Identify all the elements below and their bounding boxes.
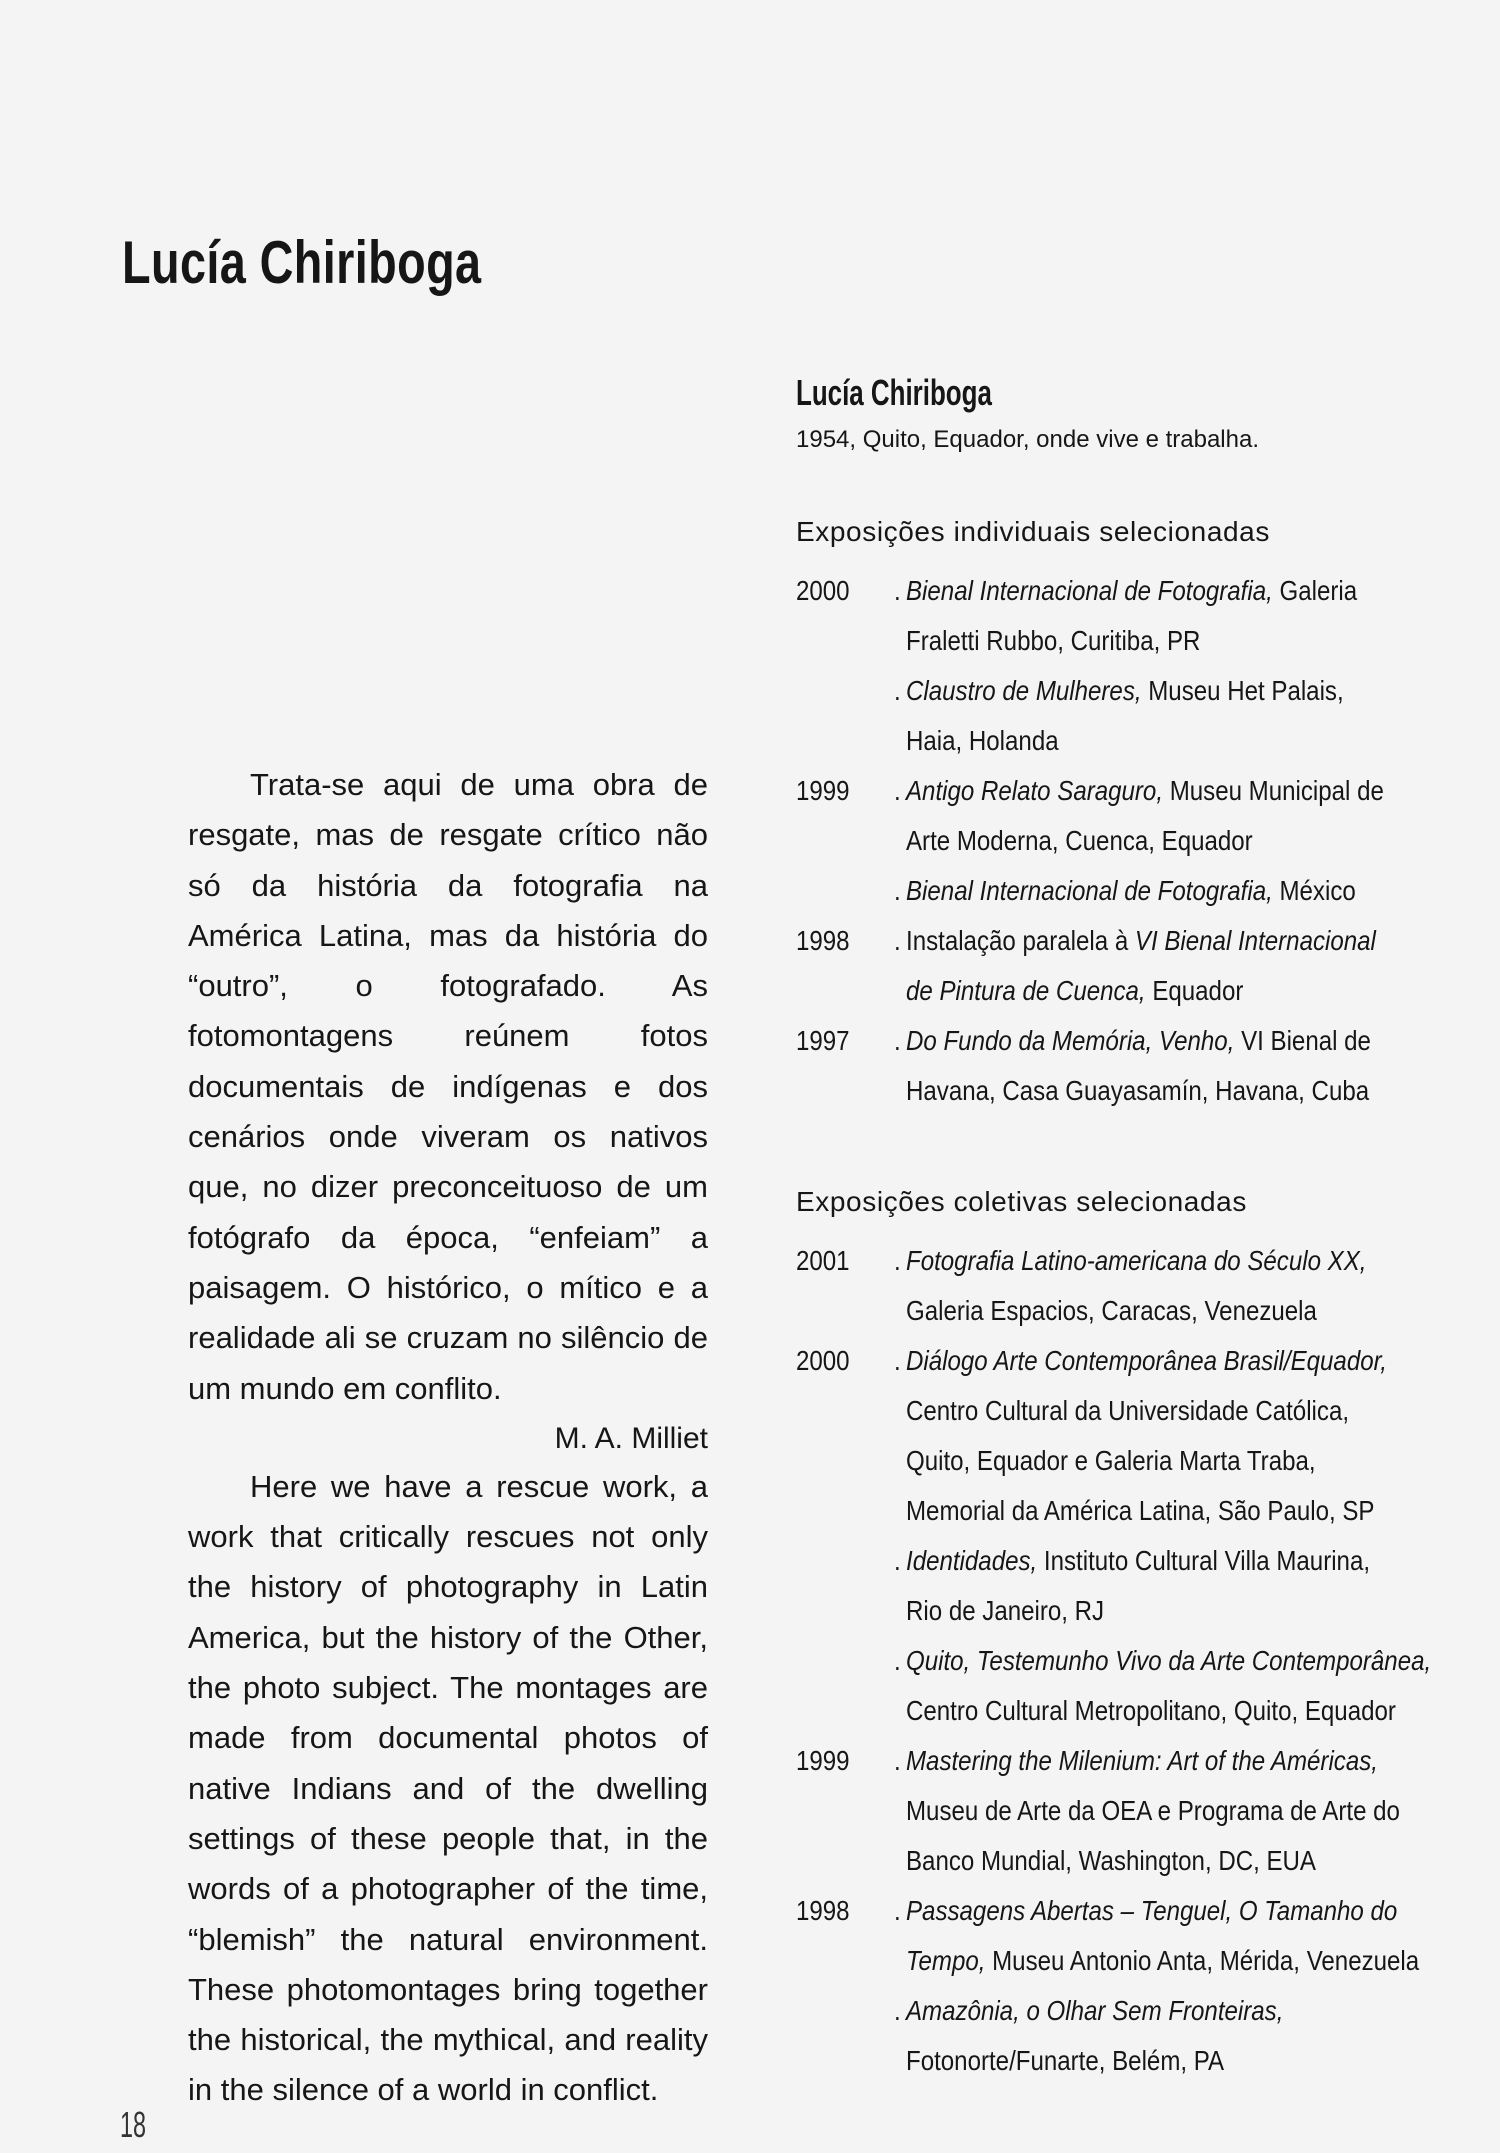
- exhibition-details: Instalação paralela à: [906, 925, 1135, 956]
- exhibition-details: Fotonorte/Funarte, Belém, PA: [906, 2045, 1225, 2076]
- exhibition-year: 1998: [796, 925, 850, 956]
- exhibition-text: [893, 1016, 1396, 1066]
- entry-bullet: .: [893, 1025, 901, 1056]
- exhibition-line: [796, 1786, 1476, 1836]
- exhibition-line: [796, 1636, 1476, 1686]
- exhibition-line: [796, 1986, 1476, 2036]
- exhibition-details: Museu Antonio Anta, Mérida, Venezuela: [985, 1945, 1420, 1976]
- exhibition-year: 1997: [796, 1025, 850, 1056]
- exhibition-text: [893, 1736, 1396, 1786]
- exhibition-title: Passagens Abertas – Tenguel, O Tamanho do: [906, 1895, 1398, 1926]
- exhibition-details: Centro Cultural da Universidade Católica,: [906, 1395, 1350, 1426]
- exhibition-text: [906, 1286, 1396, 1336]
- exhibition-title: de Pintura de Cuenca,: [906, 975, 1146, 1006]
- exhibition-text: [893, 1536, 1396, 1586]
- artist-birth-info: 1954, Quito, Equador, onde vive e trabalha.: [796, 426, 1259, 453]
- exhibition-line: [796, 766, 1476, 816]
- exhibition-title: Identidades,: [906, 1545, 1038, 1576]
- essay-portuguese: Trata-se aqui de uma obra de resgate, mas de resgate crítico não só da história da fotografia na América Latina, mas da história do “outro”, o fotografado. As fotomontagens reúnem fotos documentais de indígenas e dos cenários onde viveram os nativos que, no dizer preconceituoso de um fotógrafo da época, “enfeiam” a paisagem. O histórico, o mítico e a realidade ali se cruzam no silêncio de um mundo em conflito.: [188, 767, 708, 1406]
- exhibition-details: Museu Municipal de: [1163, 775, 1384, 806]
- exhibition-text: [906, 716, 1396, 766]
- exhibition-text: [893, 666, 1396, 716]
- exhibition-text: [893, 1886, 1398, 1936]
- exhibition-details: Haia, Holanda: [906, 725, 1059, 756]
- exhibition-line: [796, 1686, 1476, 1736]
- exhibition-line: [796, 1486, 1476, 1536]
- exhibition-title: Bienal Internacional de Fotografia,: [906, 875, 1273, 906]
- exhibition-text: [893, 566, 1396, 616]
- essay-author: M. A. Milliet: [554, 1421, 708, 1455]
- essay-column: [188, 760, 708, 2116]
- exhibition-details: Rio de Janeiro, RJ: [906, 1595, 1105, 1626]
- exhibition-line: [796, 1586, 1476, 1636]
- essay-english: Here we have a rescue work, a work that critically rescues not only the history of photography in Latin America, but the history of the Other, the photo subject. The montages are made from documental photos of native Indians and of the dwelling settings of these people that, in the words of a photographer of the time, “blemish” the natural environment. These photomontages bring together the historical, the mythical, and reality in the silence of a world in conflict.: [188, 1468, 708, 2108]
- exhibition-year: 1999: [796, 775, 850, 806]
- exhibition-text: [893, 766, 1396, 816]
- entry-bullet: .: [893, 1995, 901, 2026]
- exhibition-title: Mastering the Milenium: Art of the Américas,: [906, 1745, 1378, 1776]
- exhibition-line: [796, 816, 1476, 866]
- exhibition-text: [906, 816, 1396, 866]
- page-title: Lucía Chiriboga: [122, 229, 482, 296]
- exhibition-text: [893, 916, 1396, 966]
- bio-column: [796, 372, 1476, 2086]
- exhibition-text: [893, 1336, 1396, 1386]
- exhibition-line: [796, 1336, 1476, 1386]
- page-number: 18: [120, 2104, 147, 2145]
- exhibition-line: [796, 1236, 1476, 1286]
- exhibition-title: Antigo Relato Saraguro,: [906, 775, 1164, 806]
- exhibition-title: Fotografia Latino-americana do Século XX,: [906, 1245, 1367, 1276]
- exhibition-line: [796, 2036, 1476, 2086]
- exhibition-details: Equador: [1145, 975, 1244, 1006]
- exhibition-year: 1999: [796, 1745, 850, 1776]
- exhibition-text: [906, 1486, 1396, 1536]
- exhibition-title: Claustro de Mulheres,: [906, 675, 1142, 706]
- exhibition-details: Centro Cultural Metropolitano, Quito, Equador: [906, 1695, 1396, 1726]
- exhibition-title: VI Bienal Internacional: [1134, 925, 1376, 956]
- exhibition-text: [893, 866, 1396, 916]
- exhibition-line: [796, 666, 1476, 716]
- exhibition-details: Arte Moderna, Cuenca, Equador: [906, 825, 1253, 856]
- exhibition-text: [893, 1236, 1396, 1286]
- exhibition-line: [796, 1386, 1476, 1436]
- exhibition-line: [796, 716, 1476, 766]
- artist-name: Lucía Chiriboga: [796, 372, 992, 413]
- entry-bullet: .: [893, 1745, 901, 1776]
- exhibition-line: [796, 966, 1476, 1016]
- exhibition-text: [893, 1986, 1396, 2036]
- exhibition-year: 1998: [796, 1895, 850, 1926]
- exhibition-details: Fraletti Rubbo, Curitiba, PR: [906, 625, 1201, 656]
- exhibition-title: Quito, Testemunho Vivo da Arte Contemporânea,: [906, 1645, 1432, 1676]
- exhibition-year: 2000: [796, 575, 850, 606]
- exhibition-text: [893, 1636, 1432, 1686]
- exhibition-title: Amazônia, o Olhar Sem Fronteiras,: [906, 1995, 1284, 2026]
- exhibition-text: [906, 1686, 1396, 1736]
- exhibition-text: [906, 1936, 1420, 1986]
- exhibition-title: Diálogo Arte Contemporânea Brasil/Equador,: [906, 1345, 1387, 1376]
- entry-bullet: .: [893, 575, 901, 606]
- exhibition-text: [906, 966, 1396, 1016]
- solo-exhibitions-heading: Exposições individuais selecionadas: [796, 516, 1270, 547]
- exhibition-details: Quito, Equador e Galeria Marta Traba,: [906, 1445, 1316, 1476]
- entry-bullet: .: [893, 1245, 901, 1276]
- exhibition-details: Memorial da América Latina, São Paulo, SP: [906, 1495, 1375, 1526]
- exhibition-details: Galeria Espacios, Caracas, Venezuela: [906, 1295, 1317, 1326]
- entry-bullet: .: [893, 1645, 901, 1676]
- exhibition-line: [796, 1536, 1476, 1586]
- exhibition-line: [796, 1836, 1476, 1886]
- exhibition-line: [796, 1736, 1476, 1786]
- exhibition-line: [796, 1286, 1476, 1336]
- exhibition-details: Museu de Arte da OEA e Programa de Arte do: [906, 1795, 1400, 1826]
- exhibition-text: [906, 1836, 1396, 1886]
- exhibition-title: Tempo,: [906, 1945, 986, 1976]
- entry-bullet: .: [893, 1895, 901, 1926]
- exhibition-year: 2000: [796, 1345, 850, 1376]
- exhibition-line: [796, 1016, 1476, 1066]
- exhibition-details: Instituto Cultural Villa Maurina,: [1037, 1545, 1371, 1576]
- exhibition-line: [796, 1066, 1476, 1116]
- exhibition-details: Banco Mundial, Washington, DC, EUA: [906, 1845, 1317, 1876]
- exhibition-line: [796, 916, 1476, 966]
- exhibition-text: [906, 1386, 1396, 1436]
- entry-bullet: .: [893, 875, 901, 906]
- entry-bullet: .: [893, 675, 901, 706]
- entry-bullet: .: [893, 1345, 901, 1376]
- exhibition-line: [796, 566, 1476, 616]
- group-exhibitions-list: [796, 1236, 1476, 2086]
- exhibition-line: [796, 616, 1476, 666]
- entry-bullet: .: [893, 775, 901, 806]
- exhibition-text: [906, 1066, 1396, 1116]
- exhibition-title: Do Fundo da Memória, Venho,: [906, 1025, 1235, 1056]
- exhibition-year: 2001: [796, 1245, 850, 1276]
- exhibition-line: [796, 1436, 1476, 1486]
- entry-bullet: .: [893, 1545, 901, 1576]
- exhibition-details: Museu Het Palais,: [1141, 675, 1344, 706]
- exhibition-text: [906, 1786, 1400, 1836]
- exhibition-details: VI Bienal de: [1234, 1025, 1371, 1056]
- exhibition-text: [906, 1436, 1396, 1486]
- solo-exhibitions-list: [796, 566, 1476, 1116]
- exhibition-text: [906, 616, 1396, 666]
- group-exhibitions-heading: Exposições coletivas selecionadas: [796, 1186, 1247, 1217]
- exhibition-line: [796, 866, 1476, 916]
- exhibition-text: [906, 1586, 1396, 1636]
- exhibition-title: Bienal Internacional de Fotografia,: [906, 575, 1273, 606]
- entry-bullet: .: [893, 925, 901, 956]
- exhibition-details: México: [1272, 875, 1356, 906]
- exhibition-details: Havana, Casa Guayasamín, Havana, Cuba: [906, 1075, 1370, 1106]
- exhibition-details: Galeria: [1272, 575, 1358, 606]
- exhibition-text: [906, 2036, 1396, 2086]
- exhibition-line: [796, 1936, 1476, 1986]
- exhibition-line: [796, 1886, 1476, 1936]
